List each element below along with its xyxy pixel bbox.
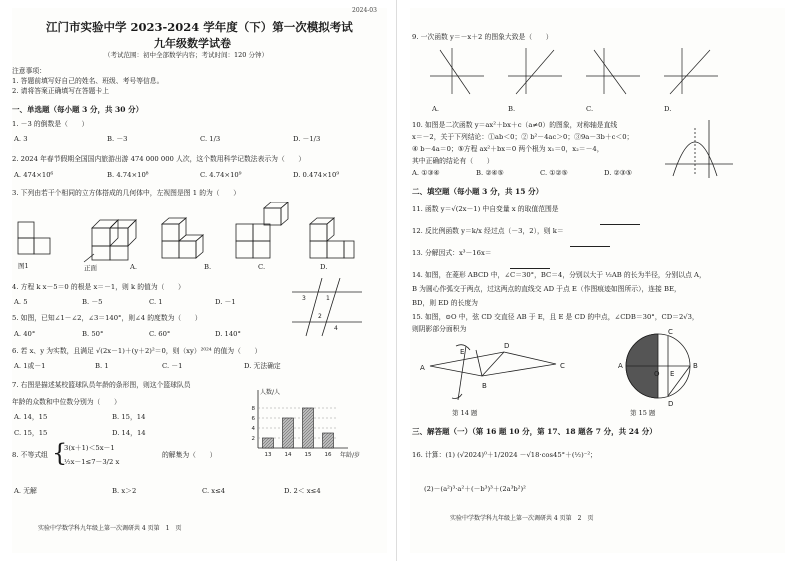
q5-option-b: B. 50° (82, 330, 104, 338)
question-12: 12. 反比例函数 y＝k/x 经过点（－3，2），则 k＝ (412, 227, 564, 235)
section-3-heading: 三、解答题（一）（第 16 题 10 分，第 17、18 题各 7 分，共 24 分） (412, 427, 657, 436)
chart-y-tick-label: 2 (251, 436, 255, 442)
q7-bar-chart (240, 386, 362, 464)
question-7: 7. 右图是描述某校篮球队员年龄的条形图，则这个篮球队员 (12, 381, 191, 389)
left-page (12, 8, 387, 553)
q5-angle-figure (292, 278, 362, 338)
section-2-heading: 二、填空题（每小题 3 分，共 15 分） (412, 187, 544, 196)
question-15-line1: 15. 如图，⊙O 中，弦 CD 交直径 AB 于 E，且 E 是 CD 的中点，∠CDB＝30°，CD＝2√3， (412, 313, 699, 321)
q2-option-c: C. 4.74×10⁹ (200, 171, 242, 179)
q11-answer-blank (600, 212, 640, 228)
svg-text:B: B (693, 362, 698, 370)
q1-option-d: D. －1/3 (293, 135, 321, 143)
question-15-line2: 则阴影部分面积为 (412, 325, 467, 333)
svg-text:C: C (560, 362, 565, 370)
q4-option-d: D. －1 (215, 298, 236, 306)
question-10-line4: 其中正确的结论有（ ） (412, 157, 494, 165)
question-3: 3. 下列由若干个相同的立方体搭成的几何体中，左视图是图 1 的为（ ） (12, 189, 240, 197)
q10-option-a: A. ①③④ (412, 169, 440, 177)
q9-option-a: A. (432, 105, 440, 113)
chart-x-tick-label: 16 (324, 452, 332, 458)
chart-bar (303, 408, 314, 448)
right-footer: 实验中学数学科九年级上第一次调研共 4 页第 2 页 (450, 515, 594, 522)
left-footer: 实验中学数学科九年级上第一次调研共 4 页第 1 页 (38, 525, 182, 532)
svg-text:3: 3 (302, 295, 306, 302)
q8-option-a: A. 无解 (14, 487, 37, 495)
svg-text:A: A (420, 364, 425, 372)
q7-option-b: B. 15，14 (112, 413, 146, 421)
section-1-heading: 一、单选题（每小题 3 分，共 30 分） (12, 105, 144, 114)
question-14-line3: BD，则 ED 的长度为 (412, 299, 478, 307)
q3-front-label: 正面 (84, 264, 97, 272)
chart-x-axis-label: 年龄/岁 (340, 452, 361, 459)
q9-graphs (430, 44, 730, 98)
question-4: 4. 方程 k x－5＝0 的根是 x＝－1，则 k 的值为（ ） (12, 283, 185, 291)
q12-answer-blank (570, 234, 610, 250)
chart-x-tick-label: 14 (284, 452, 292, 458)
question-10-line2: x＝－2，关于下列结论：①ab＜0；② b²－4ac＞0；③9a－3b＋c＜0； (412, 133, 634, 141)
notice-1: 1. 答题前填写好自己的姓名、班级、考号等信息。 (12, 77, 164, 85)
question-16-part2: (2)－(a²)³·a²＋(－b³)³＋(2a³b²)² (424, 485, 526, 493)
q13-answer-blank (510, 256, 550, 272)
question-2: 2. 2024 年春节假期全国国内旅游出游 474 000 000 人次，这个数用科学记数法表示为（ ） (12, 155, 306, 163)
q4-option-c: C. 1 (149, 298, 163, 306)
chart-x-tick-label: 15 (304, 452, 312, 458)
fig14-caption: 第 14 题 (452, 409, 478, 417)
chart-y-tick-label: 6 (251, 416, 255, 422)
q3-option-a: A. (130, 263, 138, 271)
chart-bar (263, 438, 274, 448)
question-1: 1. －3 的倒数是（ ） (12, 120, 89, 128)
svg-text:E: E (460, 348, 465, 356)
question-13: 13. 分解因式：x³－16x＝ (412, 249, 492, 257)
exam-scope: （考试范围：初中全部数学内容；考试时间：120 分钟） (104, 51, 268, 59)
q5-option-d: D. 140° (215, 330, 241, 338)
notice-title: 注意事项： (12, 67, 46, 75)
question-6: 6. 若 x、y 为实数，且满足 √(2x－1)＋(y＋2)²＝0，则（xy）²⁰²⁴ 的值为（ ） (12, 347, 262, 355)
svg-text:D: D (668, 400, 674, 408)
chart-y-axis-label: 人数/人 (260, 389, 281, 396)
svg-text:B: B (482, 382, 487, 390)
q4-option-b: B. －5 (82, 298, 103, 306)
q6-option-d: D. 无法确定 (244, 362, 281, 370)
q8-option-c: C. x≤4 (202, 487, 226, 495)
svg-text:1: 1 (326, 295, 330, 302)
svg-text:A: A (618, 362, 623, 370)
corner-date: 2024-03 (352, 7, 377, 14)
fig15-caption: 第 15 题 (630, 409, 656, 417)
q2-option-a: A. 474×10⁶ (14, 171, 54, 179)
question-10-line1: 10. 如图是二次函数 y＝ax²＋bx＋c（a≠0）的图象，对称轴是直线 (412, 121, 618, 129)
svg-text:D: D (504, 342, 510, 350)
question-9: 9. 一次函数 y＝－x＋2 的图象大致是（ ） (412, 33, 553, 41)
q10-option-c: C. ①②⑤ (540, 169, 568, 177)
question-10-line3: ④ b－4a＝0；⑤方程 ax²＋bx＝0 两个根为 x₁＝0，x₂＝－4， (412, 145, 604, 153)
exam-subtitle: 九年级数学试卷 (154, 37, 231, 50)
q2-option-b: B. 4.74×10⁸ (107, 171, 149, 179)
notice-2: 2. 请将答案正确填写在答题卡上 (12, 87, 110, 95)
question-11: 11. 函数 y＝√(2x－1) 中自变量 x 的取值范围是 (412, 205, 559, 213)
q1-option-b: B. －3 (107, 135, 128, 143)
q14-rhombus-figure (420, 334, 570, 408)
q8-inequality-2: ½x－1≤7－3/2 x (64, 458, 120, 466)
q10-option-b: B. ②④⑤ (476, 169, 504, 177)
q15-circle-figure (598, 328, 718, 408)
question-7-line2: 年龄的众数和中位数分别为（ ） (12, 398, 121, 406)
q3-fig1-label: 图1 (18, 262, 29, 270)
q2-option-d: D. 0.474×10⁹ (293, 171, 340, 179)
q8-option-d: D. 2＜ x≤4 (284, 487, 321, 495)
q3-option-d: D. (320, 263, 328, 271)
q4-option-a: A. 5 (14, 298, 28, 306)
question-5: 5. 如图，已知∠1－∠2，∠3＝140°，则∠4 的度数为（ ） (12, 314, 202, 322)
q6-option-a: A. 1或－1 (14, 362, 46, 370)
q9-option-b: B. (508, 105, 516, 113)
q7-option-c: C. 15，15 (14, 429, 48, 437)
question-8-prefix: 8. 不等式组 (12, 451, 48, 459)
q10-parabola-figure (665, 118, 735, 180)
question-14-line2: B 为圆心作弧交于两点，过这两点的直线交 AD 于点 E（作图痕迹如图所示），连接 BE， (412, 285, 681, 293)
question-16-part1: 16. 计算：(1) (√2024)⁰＋1/2024 －√18·cos45°＋(½)⁻²； (412, 451, 597, 459)
right-page (410, 8, 785, 553)
q3-figures (12, 202, 387, 272)
q5-option-a: A. 40° (14, 330, 36, 338)
svg-text:E: E (670, 370, 675, 378)
q1-option-c: C. 1/3 (200, 135, 221, 143)
svg-text:2: 2 (318, 313, 322, 320)
q9-option-d: D. (664, 105, 672, 113)
q9-option-c: C. (586, 105, 594, 113)
question-8-suffix: 的解集为（ ） (162, 451, 217, 459)
q8-inequality-1: 3(x＋1)＜5x－1 (64, 444, 115, 452)
q3-option-b: B. (204, 263, 212, 271)
question-14-line1: 14. 如图，在菱形 ABCD 中，∠C＝30°，BC＝4，分别以大于 ½AB 的长为半径，分别以点 A， (412, 271, 706, 279)
q7-option-a: A. 14，15 (14, 413, 48, 421)
q8-brace: { (52, 439, 68, 467)
chart-y-tick-label: 8 (251, 406, 255, 412)
q1-option-a: A. 3 (14, 135, 28, 143)
q6-option-b: B. 1 (95, 362, 109, 370)
q7-option-d: D. 14，14 (112, 429, 146, 437)
chart-bar (323, 433, 334, 448)
q8-option-b: B. x＞2 (112, 487, 137, 495)
q10-option-d: D. ②③⑤ (604, 169, 632, 177)
svg-text:O: O (654, 370, 660, 378)
page-divider (396, 0, 397, 561)
q5-option-c: C. 60° (149, 330, 171, 338)
chart-y-tick-label: 4 (251, 426, 255, 432)
q3-option-c: C. (258, 263, 266, 271)
chart-x-tick-label: 13 (264, 452, 272, 458)
svg-text:4: 4 (334, 325, 338, 332)
svg-text:C: C (668, 328, 673, 336)
exam-title: 江门市实验中学 2023-2024 学年度（下）第一次模拟考试 (46, 20, 353, 34)
chart-bar (283, 418, 294, 448)
q6-option-c: C. －1 (162, 362, 183, 370)
